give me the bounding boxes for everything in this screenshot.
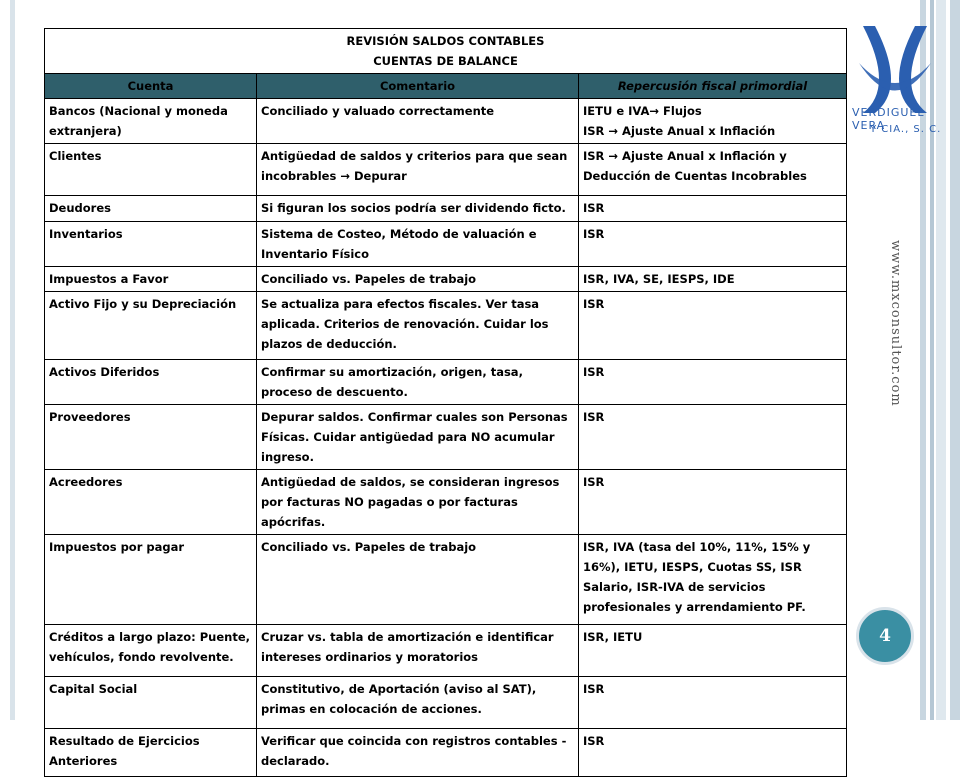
cell-cuenta: Acreedores (45, 470, 257, 535)
cell-cuenta: Inventarios (45, 222, 257, 267)
table-row (45, 292, 847, 360)
cell-cuenta: Créditos a largo plazo: Puente, vehículos, fondo revolvente. (45, 625, 257, 677)
cell-repercusion: ISR, IETU (579, 625, 847, 677)
table-row (45, 196, 847, 222)
cell-cuenta: Proveedores (45, 405, 257, 470)
header-repercusion: Repercusión fiscal primordial (579, 74, 847, 99)
table-row (45, 677, 847, 729)
cell-repercusion: ISR (579, 729, 847, 777)
cell-comentario: Conciliado y valuado correctamente (257, 99, 579, 144)
header-cuenta: Cuenta (45, 74, 257, 99)
cell-cuenta: Deudores (45, 196, 257, 222)
website-url: www.mxconsultor.com (888, 240, 903, 407)
cell-repercusion: ISR, IVA (tasa del 10%, 11%, 15% y 16%), IETU, IESPS, Cuotas SS, ISR Salario, ISR-IVA de servicios profesionales y arrendamiento PF. (579, 535, 847, 625)
cell-repercusion: IETU e IVA→ Flujos ISR → Ajuste Anual x Inflación (579, 99, 847, 144)
cell-repercusion: ISR (579, 360, 847, 405)
cell-repercusion: ISR (579, 405, 847, 470)
table-body (45, 99, 847, 777)
table-row (45, 729, 847, 777)
cell-cuenta: Activo Fijo y su Depreciación (45, 292, 257, 360)
balance-review-table (44, 28, 847, 777)
cell-comentario: Sistema de Costeo, Método de valuación e Inventario Físico (257, 222, 579, 267)
cell-comentario: Confirmar su amortización, origen, tasa, proceso de descuento. (257, 360, 579, 405)
cell-repercusion: ISR (579, 196, 847, 222)
table-row (45, 625, 847, 677)
table-title-row (45, 29, 847, 74)
cell-cuenta: Activos Diferidos (45, 360, 257, 405)
cell-cuenta: Capital Social (45, 677, 257, 729)
table-row (45, 470, 847, 535)
cell-cuenta: Impuestos a Favor (45, 267, 257, 292)
logo-text-line2: Y CIA., S. C. (870, 124, 942, 135)
table-row (45, 99, 847, 144)
table-title-line2: CUENTAS DE BALANCE (373, 54, 518, 68)
table-row (45, 535, 847, 625)
cell-repercusion: ISR → Ajuste Anual x Inflación y Deducción de Cuentas Incobrables (579, 144, 847, 196)
table-header-row (45, 74, 847, 99)
cell-repercusion: ISR (579, 292, 847, 360)
cell-comentario: Antigüedad de saldos y criterios para que sean incobrables → Depurar (257, 144, 579, 196)
left-frame-line (10, 0, 15, 720)
cell-comentario: Conciliado vs. Papeles de trabajo (257, 535, 579, 625)
cell-cuenta: Clientes (45, 144, 257, 196)
table-row (45, 144, 847, 196)
cell-repercusion: ISR (579, 677, 847, 729)
cell-repercusion: ISR, IVA, SE, IESPS, IDE (579, 267, 847, 292)
table-title (45, 29, 847, 74)
cell-comentario: Depurar saldos. Confirmar cuales son Personas Físicas. Cuidar antigüedad para NO acumular ingreso. (257, 405, 579, 470)
table-row (45, 405, 847, 470)
cell-cuenta: Bancos (Nacional y moneda extranjera) (45, 99, 257, 144)
cell-comentario: Si figuran los socios podría ser dividendo ficto. (257, 196, 579, 222)
cell-comentario: Conciliado vs. Papeles de trabajo (257, 267, 579, 292)
cell-comentario: Se actualiza para efectos fiscales. Ver tasa aplicada. Criterios de renovación. Cuidar los plazos de deducción. (257, 292, 579, 360)
logo-text-line1: VERDIGUEL VERA (852, 106, 925, 132)
table-row (45, 222, 847, 267)
cell-comentario: Constitutivo, de Aportación (aviso al SAT), primas en colocación de acciones. (257, 677, 579, 729)
cell-cuenta: Resultado de Ejercicios Anteriores (45, 729, 257, 777)
page-number-badge: 4 (856, 607, 914, 665)
cell-cuenta: Impuestos por pagar (45, 535, 257, 625)
table-row (45, 360, 847, 405)
cell-comentario: Verificar que coincida con registros contables - declarado. (257, 729, 579, 777)
cell-comentario: Antigüedad de saldos, se consideran ingresos por facturas NO pagadas o por facturas apócrifas. (257, 470, 579, 535)
table-row (45, 267, 847, 292)
header-comentario: Comentario (257, 74, 579, 99)
cell-comentario: Cruzar vs. tabla de amortización e identificar intereses ordinarios y moratorios (257, 625, 579, 677)
cell-repercusion: ISR (579, 222, 847, 267)
cell-repercusion: ISR (579, 470, 847, 535)
table-title-line1: REVISIÓN SALDOS CONTABLES (346, 34, 545, 48)
